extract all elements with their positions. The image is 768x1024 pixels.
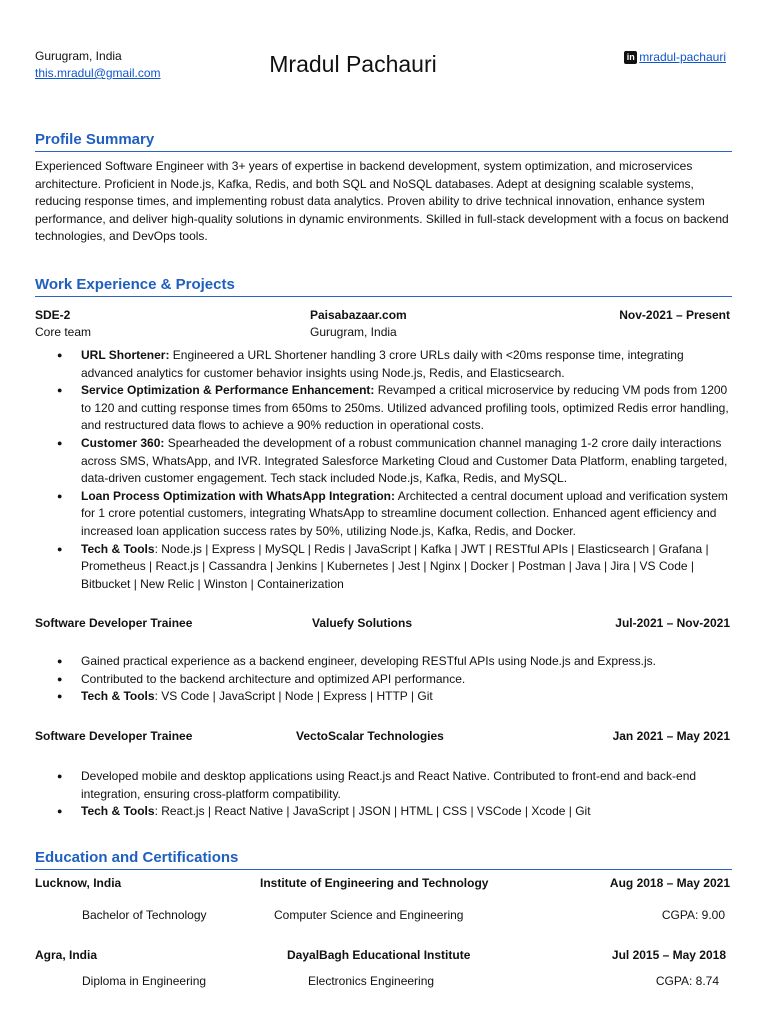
linkedin-link[interactable]: mradul-pachauri	[639, 50, 726, 64]
list-item: ● Gained practical experience as a backend engineer, developing RESTful APIs using Node.js and Express.js.	[35, 653, 730, 671]
job-bullets	[35, 768, 730, 821]
edu-dates: Aug 2018 – May 2021	[609, 876, 730, 890]
job-role: Software Developer Trainee	[35, 616, 193, 630]
edu-field: Computer Science and Engineering	[274, 908, 464, 922]
job-bullets	[35, 347, 730, 593]
job-company: VectoScalar Technologies	[296, 729, 444, 743]
list-item: ● Tech & Tools: VS Code | JavaScript | Node | Express | HTTP | Git	[35, 688, 730, 706]
edu-institute: DayalBagh Educational Institute	[287, 948, 471, 962]
profile-text: Experienced Software Engineer with 3+ years of expertise in backend development, system optimization, and microservices architecture. Proficient in Node.js, Kafka, Redis, and both SQL and NoSQL databases. Adept at designing scalable systems, reducing response times, and implementing robust data analytics. Proven ability to drive technical innovation, enhance system performance, and deliver high-quality solutions in dynamic environments. Skilled in full-stack development with a focus on backend technologies, and DevOps tools.	[35, 159, 729, 244]
edu-score: CGPA: 8.74	[655, 974, 719, 988]
linkedin-icon[interactable]: in	[624, 51, 637, 64]
list-item: ● Developed mobile and desktop applications using React.js and React Native. Contributed to front-end and back-end integration, ensuring cross-platform compatibility.	[35, 768, 730, 803]
list-item: ● URL Shortener: Engineered a URL Shortener handling 3 crore URLs daily with <20ms response time, integrating advanced analytics for customer behavior insights using Node.js, Redis, and Elasticsearch.	[35, 347, 730, 382]
list-item: ● Tech & Tools: React.js | React Native | JavaScript | JSON | HTML | CSS | VSCode | Xcode | Git	[35, 803, 730, 821]
candidate-name: Mradul Pachauri	[269, 51, 437, 77]
edu-degree: Diploma in Engineering	[82, 974, 207, 988]
list-item: ● Tech & Tools: Node.js | Express | MySQL | Redis | JavaScript | Kafka | JWT | RESTful APIs | Elasticsearch | Grafana | Prometheus | React.js | Cassandra | Jenkins | Kubernetes | Jest | Nginx | Docker | Postman | Java | Jira | VS Code | Bitbucket | New Relic | Winston | Containerization	[35, 541, 730, 594]
job-dates: Jul-2021 – Nov-2021	[615, 616, 730, 630]
edu-institute: Institute of Engineering and Technology	[260, 876, 489, 890]
job-dates: Nov-2021 – Present	[619, 308, 730, 322]
job-team: Core team	[35, 325, 92, 339]
job-bullets	[35, 653, 730, 706]
edu-field: Electronics Engineering	[308, 974, 435, 988]
linkedin-block	[624, 50, 726, 64]
job-company: Paisabazaar.com	[310, 308, 407, 322]
email-link[interactable]: this.mradul@gmail.com	[35, 66, 161, 80]
job-role: Software Developer Trainee	[35, 729, 193, 743]
list-item: ● Customer 360: Spearheaded the development of a robust communication channel managing 1-2 crore daily interactions across SMS, WhatsApp, and IVR. Integrated Salesforce Marketing Cloud and Customer Data Platform, enabling targeted, data-driven customer engagement. Tech stack included Node.js, Kafka, Redis, and MySQL.	[35, 435, 730, 488]
list-item: ● Service Optimization & Performance Enhancement: Revamped a critical microservice by reducing VM pods from 1200 to 120 and cutting response times from 650ms to 250ms. Utilized advanced profiling tools, optimized Redis error handling, and restructured data flows to achieve a 90% reduction in operational costs.	[35, 382, 730, 435]
job-location: Gurugram, India	[310, 325, 397, 339]
section-title: Profile Summary	[35, 131, 732, 152]
education-section	[35, 849, 732, 870]
job-dates: Jan 2021 – May 2021	[612, 729, 730, 743]
edu-location: Lucknow, India	[35, 876, 122, 890]
job-role: SDE-2	[35, 308, 71, 322]
work-section	[35, 276, 732, 297]
list-item: ● Contributed to the backend architecture and optimized API performance.	[35, 671, 730, 689]
section-title: Education and Certifications	[35, 849, 732, 870]
edu-location: Agra, India	[35, 948, 98, 962]
edu-dates: Jul 2015 – May 2018	[611, 948, 726, 962]
edu-score: CGPA: 9.00	[661, 908, 725, 922]
job-company: Valuefy Solutions	[312, 616, 413, 630]
location-text: Gurugram, India	[35, 49, 122, 63]
edu-degree: Bachelor of Technology	[82, 908, 207, 922]
profile-section	[35, 131, 732, 246]
section-title: Work Experience & Projects	[35, 276, 732, 297]
list-item: ● Loan Process Optimization with WhatsApp Integration: Architected a central document upload and verification system for 1 crore potential customers, integrating WhatsApp to streamline document collection. Enhanced agent efficiency and increased loan application success rates by 50%, utilizing Node.js, Kafka, Redis, and Docker.	[35, 488, 730, 541]
